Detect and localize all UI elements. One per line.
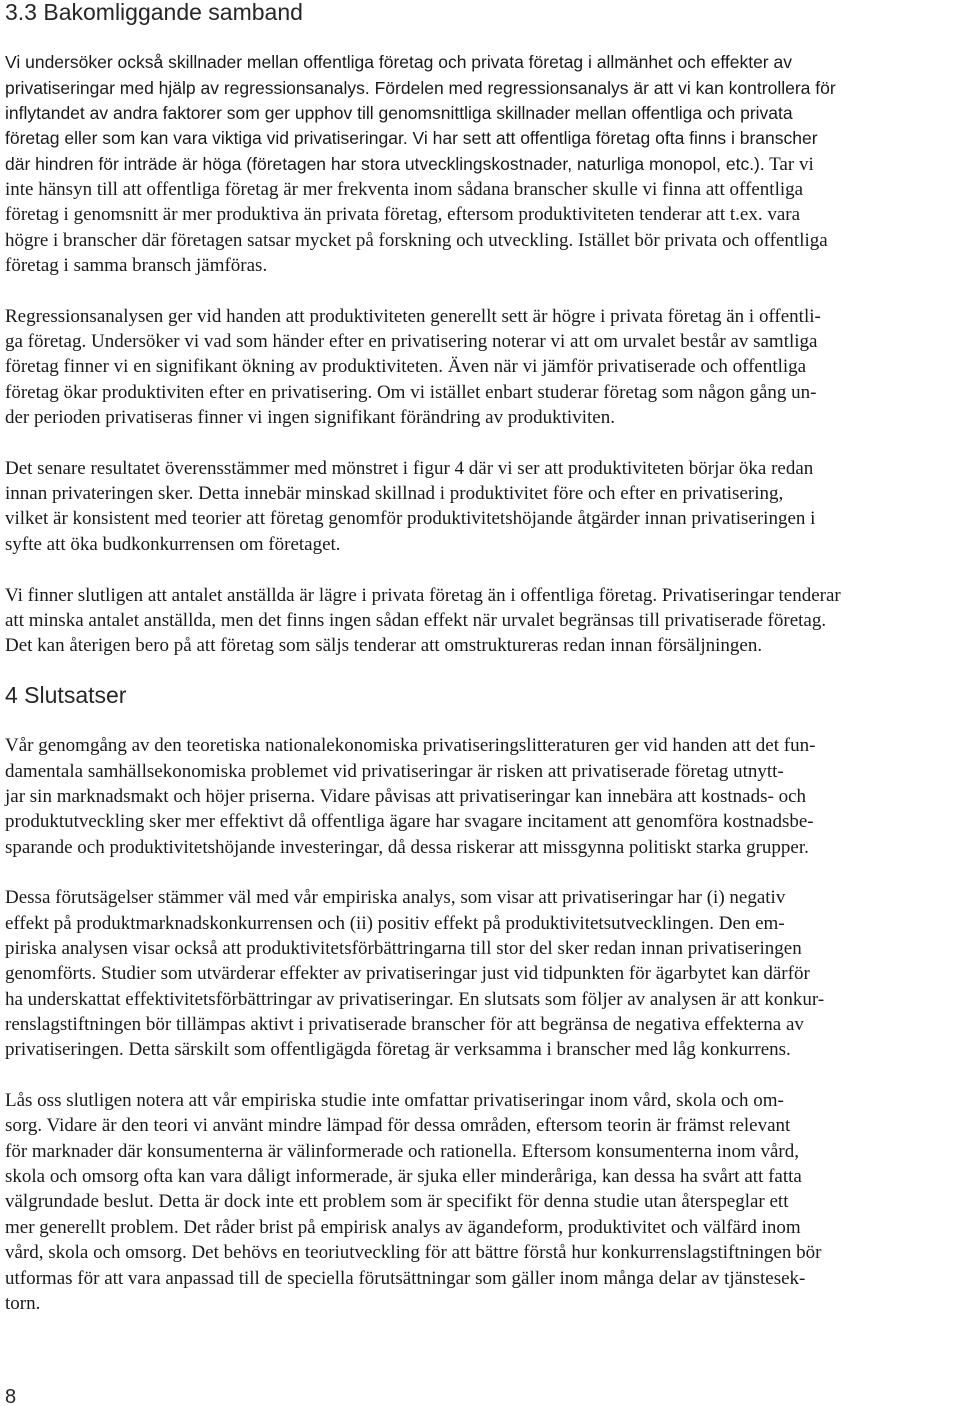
text-line: Vi finner slutligen att antalet anställda är lägre i privata företag än i offentliga företag. Privatiseringar tenderar bbox=[5, 584, 841, 606]
text-line: effekt på produktmarknadskonkurrensen och (ii) positiv effekt på produktivitetsutvecklingen. Den em- bbox=[5, 912, 785, 934]
text-line: företag finner vi en signifikant ökning av produktiviteten. Även när vi jämför privatiserade och offentliga bbox=[5, 356, 807, 378]
paragraph bbox=[5, 304, 956, 431]
text-line: vård, skola och omsorg. Det behövs en teoriutveckling för att bättre förstå hur konkurrenslagstiftningen bör bbox=[5, 1242, 822, 1264]
text-line: renslagstiftningen bör tillämpas aktivt i privatiserade branscher för att begränsa de negativa effekterna av bbox=[5, 1014, 804, 1036]
text-line: produktutveckling sker mer effektivt då offentliga ägare har svagare incitament att genomföra kostnadsbe- bbox=[5, 811, 814, 833]
section-slutsatser bbox=[5, 683, 956, 1316]
text-line: vilket är konsistent med teorier att företag genomför produktivitetshöjande åtgärder innan privatiseringen i bbox=[5, 508, 816, 530]
section-body bbox=[5, 50, 956, 658]
text-line: Det senare resultatet överensstämmer med mönstret i figur 4 där vi ser att produktiviteten börjar öka redan bbox=[5, 457, 814, 479]
text-line: skola och omsorg ofta kan vara dåligt informerade, är sjuka eller minderåriga, kan dessa ha svårt att fatta bbox=[5, 1166, 802, 1188]
text-line: mer generellt problem. Det råder brist på empirisk analys av ägandeform, produktivitet och välfärd inom bbox=[5, 1216, 801, 1238]
text-line: företag i samma bransch jämföras. bbox=[5, 255, 268, 277]
text-line: Vår genomgång av den teoretiska nationalekonomiska privatiseringslitteraturen ger vid handen att det fun- bbox=[5, 735, 816, 757]
text-line: Regressionsanalysen ger vid handen att produktiviteten generellt sett är högre i privata företag än i offentli- bbox=[5, 305, 821, 327]
text-line: syfte att öka budkonkurrensen om företaget. bbox=[5, 533, 341, 555]
text-line: högre i branscher där företagen satsar mycket på forskning och utveckling. Istället bör privata och offentliga bbox=[5, 229, 828, 251]
text-line: privatiseringar med hjälp av regressionsanalys. Fördelen med regressionsanalys är att vi kan kontrollera för bbox=[5, 77, 836, 98]
text-line: ha underskattat effektivitetsförbättringar av privatiseringar. En slutsats som följer av analysen är att konkur- bbox=[5, 988, 825, 1010]
text-line bbox=[5, 152, 814, 177]
section-body bbox=[5, 733, 956, 1316]
text-line: företag i genomsnitt är mer produktiva än privata företag, eftersom produktiviteten tenderar att t.ex. vara bbox=[5, 204, 801, 226]
text-line: företag ökar produktiviten efter en privatisering. Om vi istället enbart studerar företag som någon gång un- bbox=[5, 381, 817, 403]
text-line: jar sin marknadsmakt och höjer priserna. Vidare påvisas att privatiseringar kan innebära att kostnads- och bbox=[5, 785, 806, 807]
text-line: Dessa förutsägelser stämmer väl med vår empiriska analys, som visar att privatiseringar har (i) negativ bbox=[5, 887, 786, 909]
section-heading: 3.3 Bakomliggande samband bbox=[5, 0, 303, 25]
page-number: 8 bbox=[5, 1386, 17, 1406]
text-line: inte hänsyn till att offentliga företag är mer frekventa inom sådana branscher skulle vi finna att offentliga bbox=[5, 179, 804, 201]
paragraph bbox=[5, 456, 956, 557]
paragraph bbox=[5, 50, 956, 278]
text-line: att minska antalet anställda, men det finns ingen sådan effekt när urvalet begränsas till privatiserade företag. bbox=[5, 609, 827, 631]
text-line: utformas för att vara anpassad till de speciella förutsättningar som gäller inom många delar av tjänstesek- bbox=[5, 1267, 806, 1289]
text-line: Vi undersöker också skillnader mellan offentliga företag och privata företag i allmänhet och effekter av bbox=[5, 52, 792, 73]
text-line: sorg. Vidare är den teori vi använt mindre lämpad för dessa områden, eftersom teorin är främst relevant bbox=[5, 1115, 791, 1137]
text-run: Tar vi bbox=[764, 153, 814, 175]
text-line: Lås oss slutligen notera att vår empiriska studie inte omfattar privatiseringar inom vård, skola och om- bbox=[5, 1090, 784, 1112]
paragraph bbox=[5, 583, 956, 659]
text-line: genomförts. Studier som utvärderar effekter av privatiseringar just vid tidpunkten för ägarbytet kan därför bbox=[5, 963, 810, 985]
paragraph bbox=[5, 885, 956, 1062]
text-run: där hindren för inträde är höga (företagen har stora utvecklingskostnader, naturliga monopol, etc.). bbox=[5, 153, 765, 174]
text-line: Det kan återigen bero på att företag som säljs tenderar att omstruktureras redan innan försäljningen. bbox=[5, 635, 763, 657]
text-line: piriska analysen visar också att produktivitetsförbättringarna till stor del sker redan innan privatiseringen bbox=[5, 938, 802, 960]
paragraph bbox=[5, 1088, 956, 1316]
section-bakomliggande-samband bbox=[5, 0, 956, 659]
text-line: välgrundade beslut. Detta är dock inte ett problem som är specifikt för denna studie utan återspeglar ett bbox=[5, 1191, 789, 1213]
text-line: för marknader där konsumenterna är välinformerade och rationella. Eftersom konsumenterna inom vård, bbox=[5, 1140, 800, 1162]
text-line: torn. bbox=[5, 1292, 41, 1314]
text-line: innan privateringen sker. Detta innebär minskad skillnad i produktivitet före och efter en privatisering, bbox=[5, 483, 784, 505]
text-line: företag eller som kan vara viktiga vid privatiseringar. Vi har sett att offentliga företag ofta finns i branscher bbox=[5, 128, 818, 149]
text-line: privatiseringen. Detta särskilt som offentligägda företag är verksamma i branscher med låg konkurrens. bbox=[5, 1039, 791, 1061]
text-line: der perioden privatiseras finner vi ingen signifikant förändring av produktiviten. bbox=[5, 407, 615, 429]
text-line: damentala samhällsekonomiska problemet vid privatiseringar är risken att privatiserade företag utnytt- bbox=[5, 760, 784, 782]
text-line: ga företag. Undersöker vi vad som händer efter en privatisering noterar vi att om urvalet består av samtliga bbox=[5, 331, 818, 353]
text-line: sparande och produktivitetshöjande investeringar, då dessa riskerar att missgynna politiskt starka grupper. bbox=[5, 836, 809, 858]
section-heading: 4 Slutsatser bbox=[5, 682, 127, 708]
paragraph bbox=[5, 733, 956, 860]
text-line: inflytandet av andra faktorer som ger upphov till genomsnittliga skillnader mellan offentliga och privata bbox=[5, 102, 793, 123]
